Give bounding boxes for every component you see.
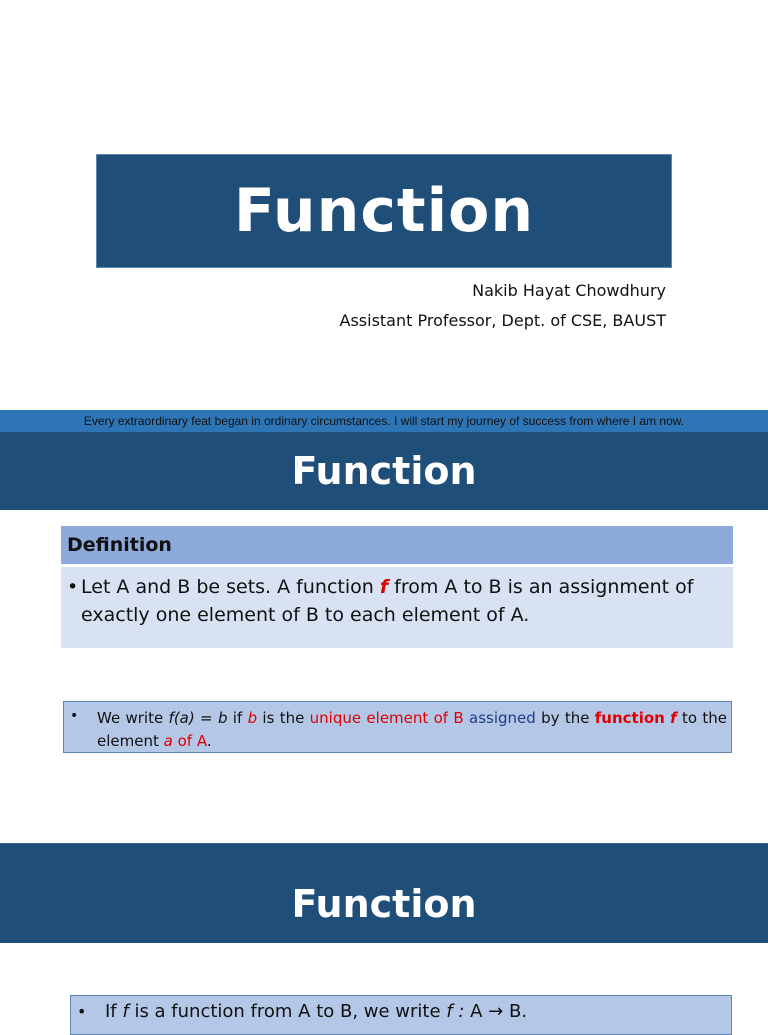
- slide3-top-bar: [0, 843, 768, 866]
- definition-text: • Let A and B be sets. A function f from A to B is an assignment of exactly one element of B to each element of A.: [81, 573, 721, 629]
- slide3-header: [0, 865, 768, 943]
- definition-header: [61, 526, 733, 564]
- notation-note-box: [63, 701, 732, 753]
- slide3-title: Function: [291, 882, 477, 926]
- title-slide-banner: [96, 154, 672, 268]
- notation-text: We write f(a) = b if b is the unique element of B assigned by the function f to the element a of A.: [97, 709, 728, 750]
- slide3-text: If f is a function from A to B, we write f : A → B.: [105, 1001, 528, 1022]
- bullet-icon: •: [67, 576, 79, 598]
- slide2-title: Function: [291, 449, 477, 493]
- bullet-icon: •: [77, 1002, 87, 1021]
- author-name: Nakib Hayat Chowdhury: [472, 281, 666, 300]
- definition-heading: Definition: [67, 534, 172, 556]
- quote-text: Every extraordinary feat began in ordinary circumstances. I will start my journey of success from where I am now.: [83, 414, 685, 428]
- quote-banner: [0, 410, 768, 432]
- definition-body: [61, 567, 733, 648]
- slide3-note-box: [70, 995, 732, 1035]
- slide2-header: [0, 432, 768, 510]
- bullet-icon: •: [70, 708, 79, 724]
- author-affiliation: Assistant Professor, Dept. of CSE, BAUST: [339, 311, 666, 330]
- function-symbol: f: [379, 576, 389, 598]
- title-slide-heading: Function: [233, 176, 535, 246]
